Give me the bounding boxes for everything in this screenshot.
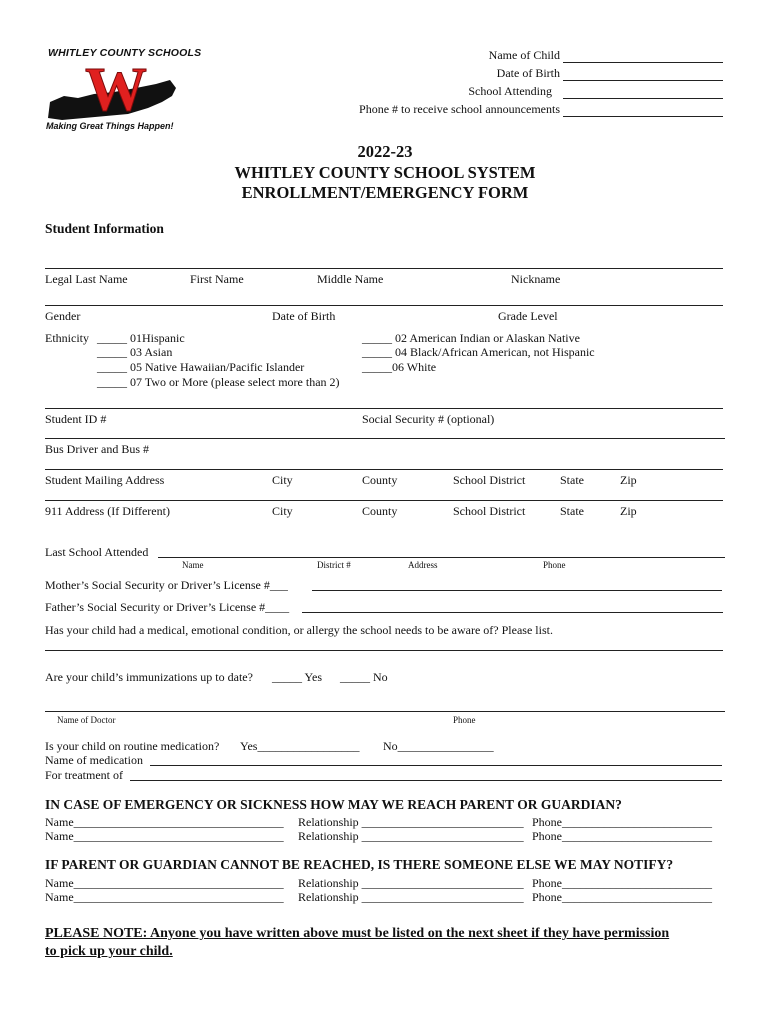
alt2-relationship-field[interactable]: Relationship ___________________________ — [298, 890, 524, 904]
announcement-phone-field[interactable] — [563, 116, 723, 117]
routine-medication-question: Is your child on routine medication? — [45, 739, 220, 753]
last-school-name-sublabel: Name — [182, 560, 204, 570]
logo-emblem — [44, 58, 184, 124]
ethnicity-option-05[interactable]: _____ 05 Native Hawaiian/Pacific Islander — [97, 360, 305, 374]
bus-line[interactable] — [45, 438, 725, 439]
legal-last-name-label: Legal Last Name — [45, 272, 128, 286]
parent2-name-field[interactable]: Name___________________________________ — [45, 829, 284, 843]
mailing-city-label: City — [272, 473, 293, 487]
alt2-name-field[interactable]: Name___________________________________ — [45, 890, 284, 904]
mother-id-label: Mother’s Social Security or Driver’s License #___ — [45, 578, 288, 592]
emergency-heading: IN CASE OF EMERGENCY OR SICKNESS HOW MAY WE REACH PARENT OR GUARDIAN? — [45, 797, 622, 812]
gender-label: Gender — [45, 309, 81, 323]
address-911-school-district-label: School District — [453, 504, 526, 518]
parent1-name-field[interactable]: Name___________________________________ — [45, 815, 284, 829]
ethnicity-option-03[interactable]: _____ 03 Asian — [97, 345, 173, 359]
date-of-birth-label: Date of Birth — [496, 66, 560, 80]
form-title-line1: WHITLEY COUNTY SCHOOL SYSTEM — [234, 163, 536, 182]
ethnicity-option-06[interactable]: _____06 White — [362, 360, 437, 374]
student-id-line[interactable] — [45, 408, 723, 409]
mailing-state-label: State — [560, 473, 584, 487]
parent1-relationship-field[interactable]: Relationship ___________________________ — [298, 815, 524, 829]
dob-label: Date of Birth — [272, 309, 336, 323]
address-911-city-label: City — [272, 504, 293, 518]
mailing-zip-label: Zip — [620, 473, 637, 487]
medical-answer-line[interactable] — [45, 650, 723, 651]
immunizations-yes[interactable]: _____ Yes — [272, 670, 323, 684]
father-id-field[interactable] — [302, 612, 723, 613]
ethnicity-option-02[interactable]: _____ 02 American Indian or Alaskan Native — [362, 331, 580, 345]
alt1-phone-field[interactable]: Phone_________________________ — [532, 876, 712, 890]
logo-letter: W — [85, 58, 147, 124]
address-911-state-label: State — [560, 504, 584, 518]
last-school-district-sublabel: District # — [317, 560, 351, 570]
school-attending-field[interactable] — [563, 98, 723, 99]
mailing-school-district-label: School District — [453, 473, 526, 487]
middle-name-label: Middle Name — [317, 272, 384, 286]
address-911-line[interactable] — [45, 500, 723, 501]
please-note-line2: to pick up your child. — [45, 944, 173, 959]
address-911-label: 911 Address (If Different) — [45, 504, 170, 518]
ethnicity-option-07[interactable]: _____ 07 Two or More (please select more than 2) — [97, 375, 340, 389]
last-school-label: Last School Attended — [45, 545, 149, 559]
gender-dob-line[interactable] — [45, 305, 723, 306]
parent2-phone-field[interactable]: Phone_________________________ — [532, 829, 712, 843]
student-id-label: Student ID # — [45, 412, 107, 426]
ethnicity-label: Ethnicity — [45, 331, 89, 345]
treatment-field[interactable] — [130, 780, 722, 781]
form-title-line2: ENROLLMENT/EMERGENCY FORM — [241, 183, 529, 202]
immunizations-no[interactable]: _____ No — [340, 670, 388, 684]
ssn-label: Social Security # (optional) — [362, 412, 495, 426]
medication-name-label: Name of medication — [45, 753, 143, 767]
ethnicity-option-04[interactable]: _____ 04 Black/African American, not Hispanic — [362, 345, 595, 359]
address-911-county-label: County — [362, 504, 398, 518]
alternate-contact-heading: IF PARENT OR GUARDIAN CANNOT BE REACHED, IS THERE SOMEONE ELSE WE MAY NOTIFY? — [45, 857, 674, 872]
first-name-label: First Name — [190, 272, 244, 286]
parent2-relationship-field[interactable]: Relationship ___________________________ — [298, 829, 524, 843]
last-school-field[interactable] — [158, 557, 725, 558]
date-of-birth-field[interactable] — [563, 80, 723, 81]
immunizations-question: Are your child’s immunizations up to date? — [45, 670, 253, 684]
form-year: 2022-23 — [357, 142, 413, 161]
mother-id-field[interactable] — [312, 590, 722, 591]
bus-driver-label: Bus Driver and Bus # — [45, 442, 149, 456]
medical-question: Has your child had a medical, emotional condition, or allergy the school needs to be aware of? Please list. — [45, 623, 553, 637]
treatment-label: For treatment of — [45, 768, 123, 782]
alt1-relationship-field[interactable]: Relationship ___________________________ — [298, 876, 524, 890]
student-info-heading: Student Information — [45, 221, 164, 236]
ethnicity-option-01[interactable]: _____ 01Hispanic — [97, 331, 185, 345]
routine-medication-yes[interactable]: Yes_________________ — [240, 739, 360, 753]
father-id-label: Father’s Social Security or Driver’s License #____ — [45, 600, 290, 614]
alt2-phone-field[interactable]: Phone_________________________ — [532, 890, 712, 904]
parent1-phone-field[interactable]: Phone_________________________ — [532, 815, 712, 829]
doctor-phone-label: Phone — [453, 715, 476, 725]
mailing-address-label: Student Mailing Address — [45, 473, 165, 487]
mailing-address-line[interactable] — [45, 469, 723, 470]
name-of-child-field[interactable] — [563, 62, 723, 63]
last-school-phone-sublabel: Phone — [543, 560, 566, 570]
alt1-name-field[interactable]: Name___________________________________ — [45, 876, 284, 890]
doctor-line[interactable] — [45, 711, 725, 712]
routine-medication-no[interactable]: No________________ — [383, 739, 494, 753]
medication-name-field[interactable] — [150, 765, 722, 766]
nickname-label: Nickname — [511, 272, 561, 286]
please-note-line1: PLEASE NOTE: Anyone you have written above must be listed on the next sheet if they have permission — [45, 926, 670, 941]
logo-tagline: Making Great Things Happen! — [46, 121, 174, 131]
mailing-county-label: County — [362, 473, 398, 487]
name-line[interactable] — [45, 268, 723, 269]
announcement-phone-label: Phone # to receive school announcements — [359, 102, 560, 116]
name-of-child-label: Name of Child — [488, 48, 560, 62]
school-attending-label: School Attending — [468, 84, 552, 98]
doctor-name-label: Name of Doctor — [57, 715, 116, 725]
grade-level-label: Grade Level — [498, 309, 558, 323]
last-school-address-sublabel: Address — [408, 560, 438, 570]
address-911-zip-label: Zip — [620, 504, 637, 518]
logo-title: WHITLEY COUNTY SCHOOLS — [48, 47, 202, 59]
